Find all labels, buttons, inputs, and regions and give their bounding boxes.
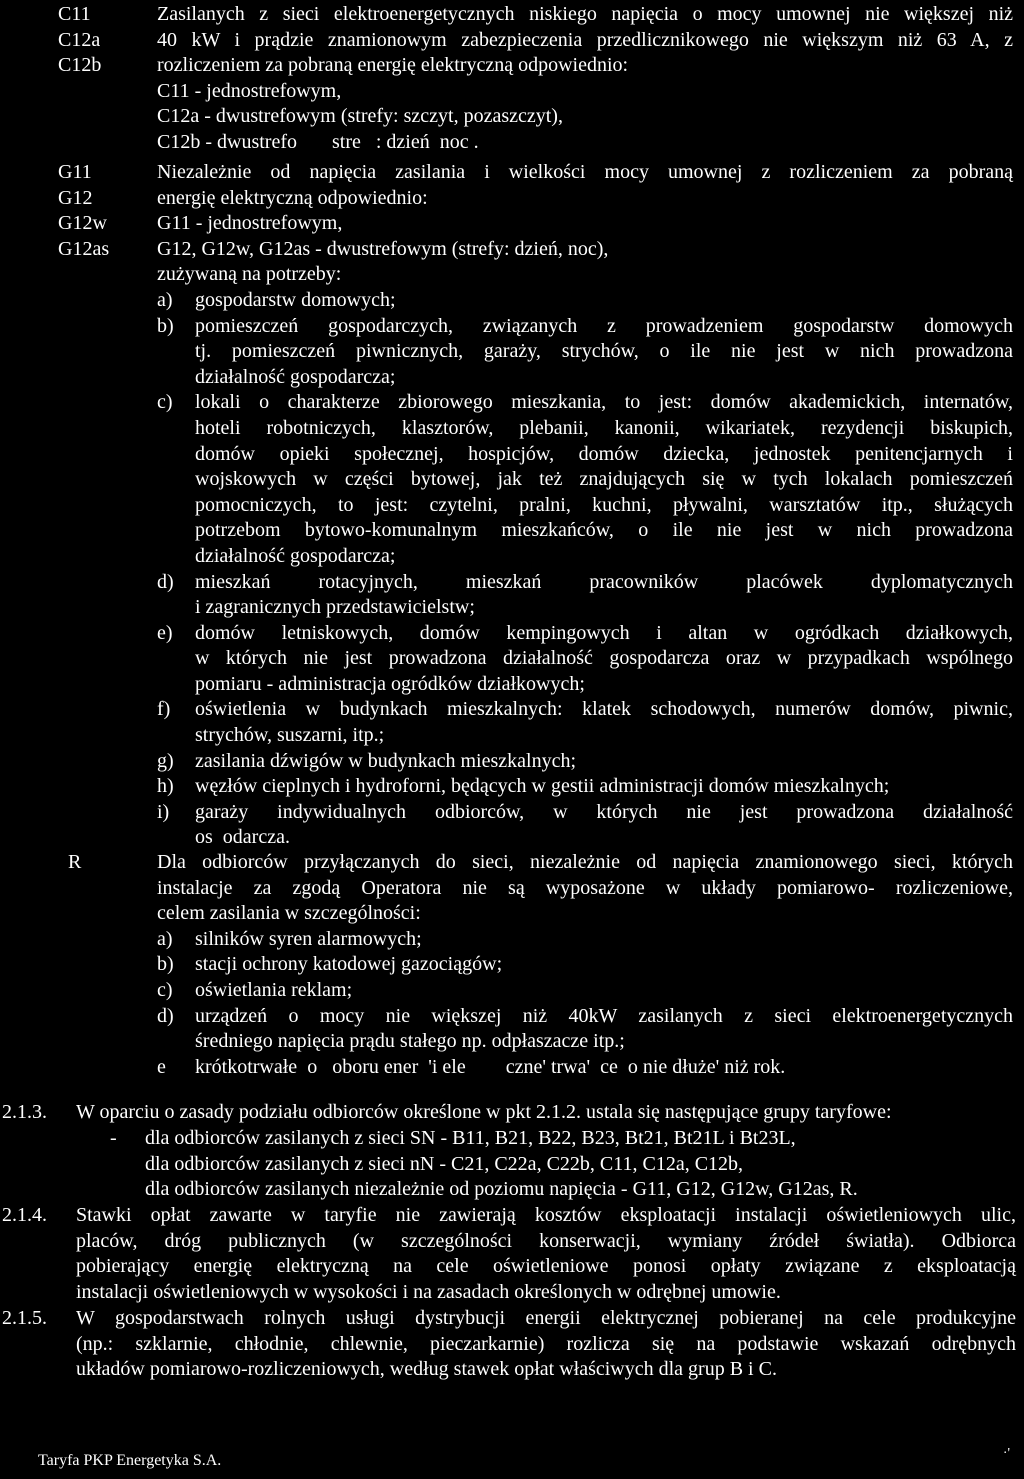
list-item bbox=[157, 800, 1013, 851]
list-label: a) bbox=[157, 288, 173, 311]
tariff-code: C12a bbox=[58, 28, 101, 51]
list-item bbox=[157, 774, 1013, 800]
tariff-code: C12b bbox=[58, 54, 102, 77]
list-item bbox=[157, 390, 1013, 569]
list-label: e) bbox=[157, 621, 173, 644]
list-item bbox=[157, 697, 1013, 748]
text-line: W oparciu o zasady podziału odbiorców określone w pkt 2.1.2. ustala się następujące grupy taryfowe: bbox=[76, 1101, 892, 1123]
page-footer: Taryfa PKP Energetyka S.A. bbox=[38, 1452, 222, 1469]
block-g-codes bbox=[58, 160, 109, 262]
list-label: d) bbox=[157, 1004, 174, 1027]
tariff-code: G12as bbox=[58, 237, 110, 260]
text-line: działalność gospodarcza; bbox=[195, 365, 396, 388]
text-line: pomieszczeń gospodarczych, związanych z prowadzeniem gospodarstw domowych bbox=[195, 314, 1013, 337]
list-item bbox=[157, 288, 1013, 314]
list-label: e bbox=[157, 1055, 166, 1078]
text-line: potrzebom bytowo-komunalnym mieszkańców, o ile nie jest w nich prowadzona bbox=[195, 519, 1013, 542]
block-r bbox=[0, 850, 1024, 1090]
list-label: d) bbox=[157, 570, 174, 593]
text-line: i zagranicznych przedstawicielstw; bbox=[195, 596, 475, 619]
text-line: oświetlenia w budynkach mieszkalnych: klatek schodowych, numerów domów, piwnic, bbox=[195, 698, 1013, 721]
tariff-code: G11 bbox=[58, 161, 92, 183]
block-r-text bbox=[157, 850, 1013, 1080]
text-line: C11 - jednostrefowym, bbox=[157, 79, 342, 102]
text-line: średniego napięcia prądu stałego np. odpłaszacze itp.; bbox=[195, 1030, 625, 1053]
text-line: silników syren alarmowych; bbox=[195, 927, 422, 950]
text-line: dla odbiorców zasilanych z sieci SN - B11, B21, B22, B23, Bt21, Bt21L i Bt23L, bbox=[145, 1127, 796, 1149]
tariff-code: R bbox=[68, 851, 82, 873]
list-item bbox=[157, 749, 1013, 775]
list-item bbox=[157, 314, 1013, 391]
text-line: węzłów cieplnych i hydroforni, będących w gestii administracji domów mieszkalnych; bbox=[195, 775, 890, 798]
text-line: domów letniskowych, domów kempingowych i altan w ogródkach działkowych, bbox=[195, 621, 1013, 644]
list-label: f) bbox=[157, 698, 171, 721]
text-line: pomiaru - administracja ogródków działkowych; bbox=[195, 672, 585, 695]
text-line: dla odbiorców zasilanych z sieci nN - C21, C22a, C22b, C11, C12a, C12b, bbox=[145, 1152, 744, 1175]
text-line: energię elektryczną odpowiednio: bbox=[157, 186, 428, 209]
text-line: lokali o charakterze zbiorowego mieszkania, to jest: domów akademickich, internatów, bbox=[195, 391, 1013, 414]
text-line: instalacje za zgodą Operatora nie są wyposażone w układy pomiarowo- rozliczeniowe, bbox=[157, 876, 1013, 899]
text-line: Stawki opłat zawarte w taryfie nie zawierają kosztów eksploatacji instalacji oświetleniowych ulic, bbox=[76, 1204, 1016, 1226]
text-line: pomocniczych, to jest: czytelni, pralni, kuchni, pływalni, warsztatów itp., służących bbox=[195, 493, 1013, 516]
list-label: a) bbox=[157, 927, 173, 950]
text-line: gospodarstw domowych; bbox=[195, 288, 396, 311]
tariff-code: G12 bbox=[58, 186, 93, 209]
section-number: 2.1.3. bbox=[2, 1101, 47, 1123]
list-item bbox=[157, 1055, 1013, 1081]
block-c-text bbox=[157, 2, 1013, 156]
text-line: W gospodarstwach rolnych usługi dystrybucji energii elektrycznej pobieranej na cele produkcyjne bbox=[76, 1307, 1016, 1329]
block-c bbox=[0, 2, 1024, 157]
text-line: rozliczeniem za pobraną energię elektryczną odpowiednio: bbox=[157, 54, 629, 77]
text-line: oświetlania reklam; bbox=[195, 978, 353, 1001]
tariff-code: C11 bbox=[58, 3, 91, 25]
block-g bbox=[0, 160, 1024, 849]
text-line: os odarcza. bbox=[195, 826, 290, 849]
block-r-code-wrap bbox=[68, 850, 81, 876]
text-line: Dla odbiorców przyłączanych do sieci, niezależnie od napięcia znamionowego sieci, których bbox=[157, 851, 1013, 873]
text-line: pobierający energię elektryczną na cele oświetleniowe ponosi opłaty związane z eksploatacją bbox=[76, 1255, 1016, 1278]
text-line: układów pomiarowo-rozliczeniowych, według stawek opłat właściwych dla grup B i C. bbox=[76, 1358, 777, 1381]
text-line: domów opieki społecznej, hospicjów, domów dziecka, jednostek penitencjarnych i bbox=[195, 442, 1013, 465]
list-label: i) bbox=[157, 800, 170, 823]
text-line: strychów, suszarni, itp.; bbox=[195, 724, 385, 747]
list-dash: - bbox=[110, 1127, 117, 1149]
text-line: celem zasilania w szczególności: bbox=[157, 902, 421, 925]
list-label: g) bbox=[157, 749, 174, 772]
text-line: 40 kW i prądzie znamionowym zabezpieczenia przedlicznikowego nie większym niż 63 A, z bbox=[157, 28, 1013, 51]
text-line: tj. pomieszczeń piwnicznych, garaży, strychów, o ile nie jest w nich prowadzona bbox=[195, 340, 1013, 363]
section-number: 2.1.4. bbox=[2, 1204, 47, 1226]
text-line: urządzeń o mocy nie większej niż 40kW zasilanych z sieci elektroenergetycznych bbox=[195, 1004, 1013, 1027]
list-label: h) bbox=[157, 775, 174, 798]
text-line: zużywaną na potrzeby: bbox=[157, 263, 342, 286]
text-line: C12b - dwustrefo stre : dzień noc . bbox=[157, 130, 479, 153]
list-label: c) bbox=[157, 978, 173, 1001]
text-line: stacji ochrony katodowej gazociągów; bbox=[195, 953, 503, 976]
text-line: w których nie jest prowadzona działalność gospodarcza oraz w przypadkach wspólnego bbox=[195, 647, 1013, 670]
text-line: instalacji oświetleniowych w wysokości i na zasadach określonych w odrębnej umowie. bbox=[76, 1280, 781, 1303]
text-line: hoteli robotniczych, klasztorów, plebanii, kanonii, wikariatek, rezydencji biskupich, bbox=[195, 416, 1013, 439]
list-item bbox=[157, 1004, 1013, 1055]
text-line: krótkotrwałe o oboru ener 'i ele czne' trwa' ce o nie dłuże' niż rok. bbox=[195, 1055, 786, 1078]
text-line: G12, G12w, G12as - dwustrefowym (strefy: dzień, noc), bbox=[157, 237, 609, 260]
list-item bbox=[157, 952, 1013, 978]
list-item bbox=[157, 621, 1013, 698]
block-c-codes bbox=[58, 2, 101, 79]
list-label: b) bbox=[157, 314, 174, 337]
text-line: dla odbiorców zasilanych niezależnie od poziomu napięcia - G11, G12, G12w, G12as, R. bbox=[145, 1178, 858, 1201]
list-item bbox=[157, 570, 1013, 621]
corner-mark: ·' bbox=[1002, 1446, 1010, 1461]
tariff-code: G12w bbox=[58, 212, 107, 235]
list-item bbox=[157, 978, 1013, 1004]
section-number: 2.1.5. bbox=[2, 1307, 47, 1329]
text-line: działalność gospodarcza; bbox=[195, 544, 396, 567]
block-g-text bbox=[157, 160, 1013, 851]
text-line: G11 - jednostrefowym, bbox=[157, 212, 343, 235]
text-line: C12a - dwustrefowym (strefy: szczyt, pozaszczyt), bbox=[157, 105, 563, 128]
list-label: c) bbox=[157, 391, 173, 414]
text-line: zasilania dźwigów w budynkach mieszkalnych; bbox=[195, 749, 576, 772]
text-line: Niezależnie od napięcia zasilania i wielkości mocy umownej z rozliczeniem za pobraną bbox=[157, 161, 1013, 183]
text-line: garaży indywidualnych odbiorców, w których nie jest prowadzona działalność bbox=[195, 800, 1013, 823]
list-label: b) bbox=[157, 953, 174, 976]
text-line: mieszkań rotacyjnych, mieszkań pracowników placówek dyplomatycznych bbox=[195, 570, 1013, 593]
text-line: Zasilanych z sieci elektroenergetycznych niskiego napięcia o mocy umownej nie większej niż bbox=[157, 3, 1013, 25]
text-line: wojskowych w części bytowej, jak też znajdujących się w tych lokalach pomieszczeń bbox=[195, 468, 1013, 491]
text-line: (np.: szklarnie, chłodnie, chlewnie, pieczarkarnie) rozlicza się na podstawie wskazań odrębnych bbox=[76, 1332, 1016, 1355]
text-line: placów, dróg publicznych (w szczególności konserwacji, wymiany źródeł światła). Odbiorca bbox=[76, 1229, 1016, 1252]
list-item bbox=[157, 927, 1013, 953]
